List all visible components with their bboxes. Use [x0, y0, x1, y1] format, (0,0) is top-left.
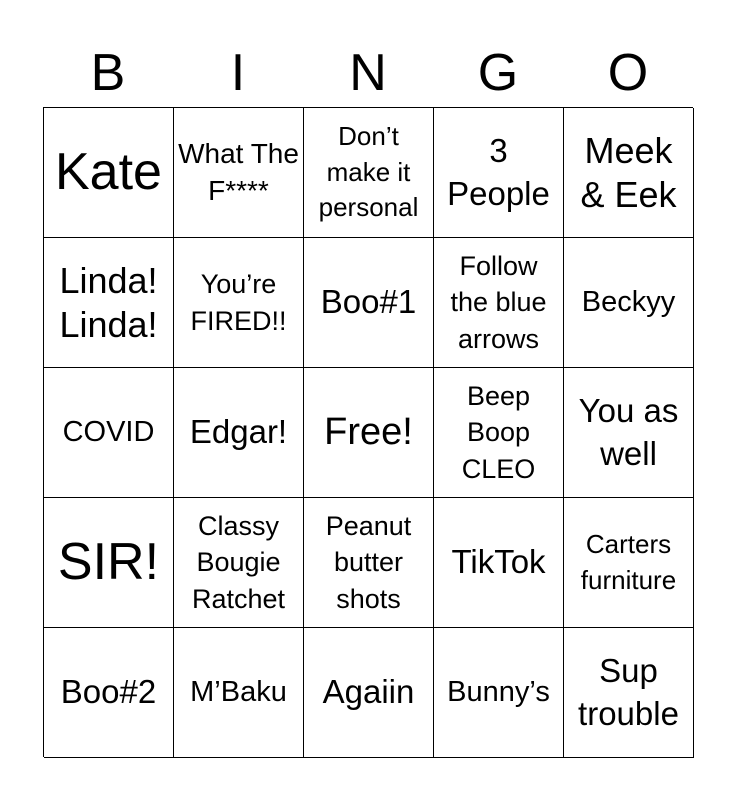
bingo-cell[interactable]: [44, 238, 174, 368]
bingo-cell[interactable]: [44, 108, 174, 238]
cell-label: M’Baku: [190, 675, 287, 708]
bingo-header: [43, 40, 693, 106]
header-letter-g: G: [477, 44, 519, 102]
cell-label: Meek & Eek: [580, 130, 677, 215]
free-space-cell[interactable]: [304, 368, 434, 498]
cell-label: Sup trouble: [578, 651, 679, 732]
bingo-cell[interactable]: [564, 628, 694, 758]
cell-label: COVID: [62, 415, 155, 448]
bingo-cell[interactable]: [174, 498, 304, 628]
bingo-cell[interactable]: [434, 498, 564, 628]
bingo-cell[interactable]: [564, 368, 694, 498]
bingo-cell[interactable]: [174, 368, 304, 498]
bingo-cell[interactable]: [434, 238, 564, 368]
header-letter-n: N: [349, 44, 387, 102]
bingo-board: [43, 107, 693, 757]
cell-label: Free!: [324, 410, 413, 453]
cell-label: You’re FIRED!!: [190, 269, 287, 336]
header-letter-o: O: [607, 44, 649, 102]
cell-label: Don’t make it personal: [318, 120, 419, 223]
cell-label: Beckyy: [581, 285, 676, 318]
cell-label: Follow the blue arrows: [450, 250, 547, 354]
bingo-cell[interactable]: [174, 238, 304, 368]
cell-label: Edgar!: [189, 413, 288, 451]
cell-label: Agaiin: [322, 673, 415, 711]
cell-label: Peanut butter shots: [325, 510, 412, 614]
bingo-cell[interactable]: [304, 628, 434, 758]
cell-label: TikTok: [451, 543, 546, 581]
cell-label: Kate: [55, 142, 162, 201]
bingo-cell[interactable]: [174, 108, 304, 238]
header-letter-b: B: [90, 44, 126, 102]
cell-label: Beep Boop CLEO: [461, 380, 536, 484]
bingo-cell[interactable]: [174, 628, 304, 758]
cell-label: Linda! Linda!: [59, 260, 158, 345]
bingo-cell[interactable]: [564, 108, 694, 238]
cell-label: Boo#1: [320, 283, 417, 321]
cell-label: You as well: [578, 391, 679, 472]
cell-label: 3 People: [447, 131, 550, 212]
header-letter-i: I: [230, 44, 246, 102]
bingo-cell[interactable]: [304, 238, 434, 368]
cell-label: Bunny’s: [447, 675, 550, 708]
cell-label: Carters furniture: [580, 528, 677, 595]
bingo-cell[interactable]: [564, 498, 694, 628]
bingo-cell[interactable]: [434, 108, 564, 238]
bingo-cell[interactable]: [44, 368, 174, 498]
cell-label: SIR!: [57, 532, 160, 591]
bingo-cell[interactable]: [44, 498, 174, 628]
bingo-cell[interactable]: [304, 108, 434, 238]
bingo-cell[interactable]: [434, 628, 564, 758]
cell-label: What The F****: [178, 137, 299, 206]
bingo-cell[interactable]: [434, 368, 564, 498]
bingo-cell[interactable]: [44, 628, 174, 758]
cell-label: Boo#2: [60, 673, 157, 711]
cell-label: Classy Bougie Ratchet: [191, 510, 286, 614]
bingo-cell[interactable]: [564, 238, 694, 368]
bingo-cell[interactable]: [304, 498, 434, 628]
